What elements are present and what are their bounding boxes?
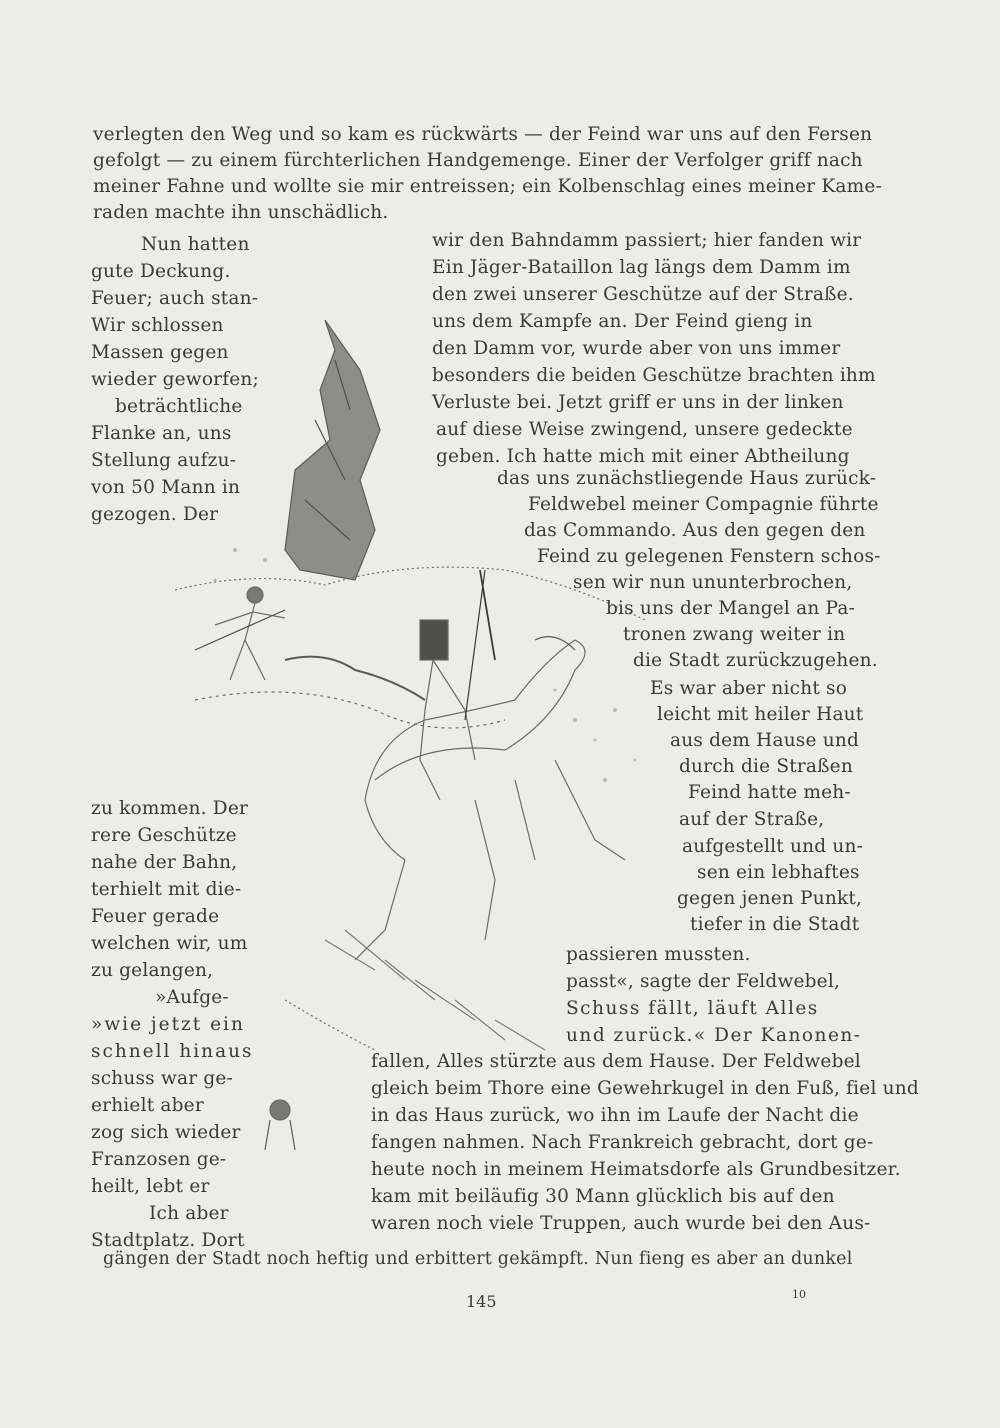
text-line: Feldwebel meiner Compagnie führte [528, 494, 879, 515]
text-line: fangen nahmen. Nach Frankreich gebracht, dort ge- [371, 1132, 874, 1153]
text-line: kam mit beiläufig 30 Mann glücklich bis auf den [371, 1186, 835, 1207]
text-line: gängen der Stadt noch heftig und erbittert gekämpft. Nun fieng es aber an dunkel [103, 1249, 853, 1269]
text-line: Ich aber [149, 1203, 229, 1224]
text-line: Feuer; auch stan- [91, 288, 259, 309]
text-line: gegen jenen Punkt, [677, 888, 863, 909]
text-line: wir den Bahndamm passiert; hier fanden wir [432, 230, 862, 251]
text-line: Flanke an, uns [91, 423, 232, 444]
text-line: besonders die beiden Geschütze brachten ihm [432, 365, 876, 386]
signature-mark: 10 [792, 1288, 806, 1301]
text-line: Schuss fällt, läuft Alles [566, 998, 819, 1019]
text-line: passt«, sagte der Feldwebel, [566, 971, 841, 992]
text-line: »Aufge- [155, 987, 229, 1008]
text-line: rere Geschütze [91, 825, 237, 846]
text-line: zog sich wieder [91, 1122, 241, 1143]
text-line: bis uns der Mangel an Pa- [606, 598, 856, 619]
text-line: geben. Ich hatte mich mit einer Abtheilung [436, 446, 850, 467]
text-line: wieder geworfen; [91, 369, 259, 390]
text-line: Stadtplatz. Dort [91, 1230, 245, 1251]
text-line: welchen wir, um [91, 933, 248, 954]
text-line: in das Haus zurück, wo ihn im Laufe der Nacht die [371, 1105, 859, 1126]
text-line: Franzosen ge- [91, 1149, 227, 1170]
text-line: Verluste bei. Jetzt griff er uns in der linken [432, 392, 844, 413]
text-line: den zwei unserer Geschütze auf der Straße. [432, 284, 854, 305]
text-line: »wie jetzt ein [91, 1014, 245, 1035]
text-line: raden machte ihn unschädlich. [93, 202, 389, 223]
text-line: Nun hatten [141, 234, 250, 255]
text-line: Feind zu gelegenen Fenstern schos- [537, 546, 881, 567]
text-line: auf der Straße, [679, 809, 825, 830]
text-line: meiner Fahne und wollte sie mir entreissen; ein Kolbenschlag eines meiner Kame- [93, 176, 882, 197]
text-line: schuss war ge- [91, 1068, 233, 1089]
text-line: gezogen. Der [91, 504, 219, 525]
text-line: schnell hinaus [91, 1041, 254, 1062]
text-line: terhielt mit die- [91, 879, 242, 900]
text-line: gefolgt — zu einem fürchterlichen Handgemenge. Einer der Verfolger griff nach [93, 150, 863, 171]
text-line: uns dem Kampfe an. Der Feind gieng in [432, 311, 813, 332]
text-line: gleich beim Thore eine Gewehrkugel in den Fuß, fiel und [371, 1078, 919, 1099]
text-line: gute Deckung. [91, 261, 231, 282]
text-line: heute noch in meinem Heimatsdorfe als Grundbesitzer. [371, 1159, 901, 1180]
text-line: sen ein lebhaftes [697, 862, 860, 883]
page-number: 145 [466, 1292, 497, 1311]
text-line: sen wir nun ununterbrochen, [573, 572, 853, 593]
text-line: tiefer in die Stadt [690, 914, 860, 935]
text-line: beträchtliche [115, 396, 243, 417]
text-line: den Damm vor, wurde aber von uns immer [432, 338, 841, 359]
text-line: fallen, Alles stürzte aus dem Hause. Der Feldwebel [371, 1051, 861, 1072]
text-line: Feuer gerade [91, 906, 220, 927]
text-line: durch die Straßen [679, 756, 853, 777]
text-line: leicht mit heiler Haut [657, 704, 864, 725]
text-line: Feind hatte meh- [688, 782, 851, 803]
text-line: verlegten den Weg und so kam es rückwärts — der Feind war uns auf den Fersen [93, 124, 873, 145]
text-line: aufgestellt und un- [682, 836, 864, 857]
text-line: Massen gegen [91, 342, 229, 363]
text-line: die Stadt zurückzugehen. [633, 650, 878, 671]
text-line: das Commando. Aus den gegen den [524, 520, 866, 541]
text-line: das uns zunächstliegende Haus zurück- [497, 468, 877, 489]
text-line: nahe der Bahn, [91, 852, 238, 873]
text-line: erhielt aber [91, 1095, 204, 1116]
text-line: Es war aber nicht so [650, 678, 848, 699]
text-line: zu gelangen, [91, 960, 214, 981]
text-line: passieren mussten. [566, 944, 751, 965]
text-line: von 50 Mann in [91, 477, 241, 498]
text-line: Wir schlossen [91, 315, 224, 336]
text-line: waren noch viele Truppen, auch wurde bei den Aus- [371, 1213, 871, 1234]
text-line: auf diese Weise zwingend, unsere gedeckte [436, 419, 853, 440]
text-line: Stellung aufzu- [91, 450, 237, 471]
text-line: aus dem Hause und [670, 730, 860, 751]
text-line: zu kommen. Der [91, 798, 249, 819]
text-line: Ein Jäger-Bataillon lag längs dem Damm im [432, 257, 851, 278]
text-line: heilt, lebt er [91, 1176, 210, 1197]
text-line: und zurück.« Der Kanonen- [566, 1025, 862, 1046]
text-line: tronen zwang weiter in [623, 624, 846, 645]
